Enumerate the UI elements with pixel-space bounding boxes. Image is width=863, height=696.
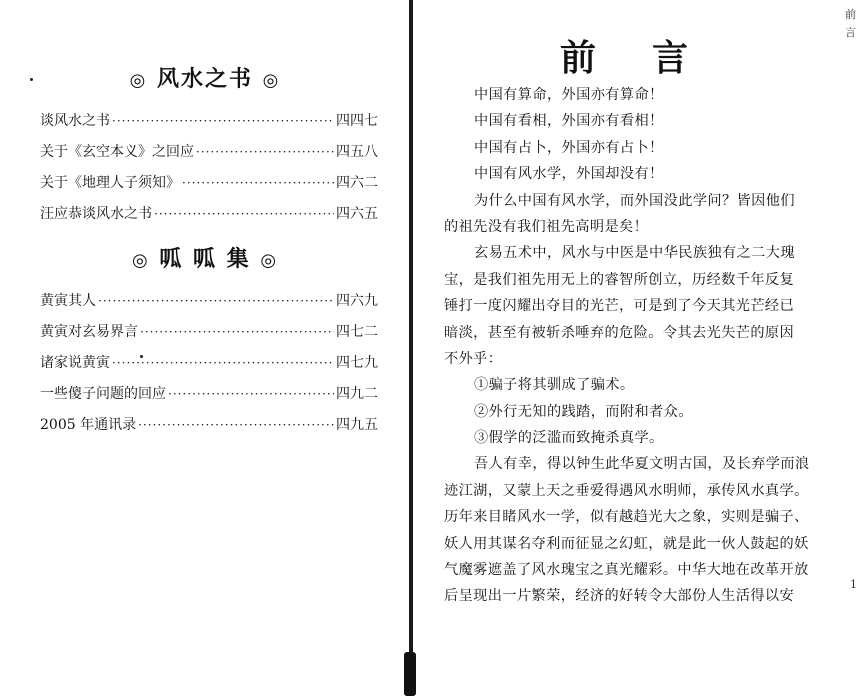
toc-entry-page: 四六五 (336, 206, 378, 222)
scan-speck (140, 355, 143, 358)
ornament-icon: ◎ (129, 70, 148, 91)
ornament-icon: ◎ (260, 250, 279, 271)
edge-mark: 言 (845, 26, 856, 39)
text-line: 玄易五术中，风水与中医是中华民族独有之二大瑰 (474, 245, 795, 262)
toc-entry-page: 四六九 (336, 293, 378, 309)
toc-entry-title: 一些傻子问题的回应 (40, 386, 166, 402)
text-line: ②外行无知的践踏，而附和者众。 (474, 403, 693, 420)
right-page (418, 0, 838, 696)
toc-row[interactable] (40, 352, 378, 383)
toc-row[interactable] (40, 383, 378, 414)
book-spine (409, 0, 413, 696)
dot-leader (140, 325, 334, 339)
text-line: 中国有占卜，外国亦有占卜！ (474, 139, 664, 156)
page-title: 前言 (560, 37, 745, 79)
section-title: 风水之书 (156, 66, 253, 92)
toc-entry-page: 四六二 (336, 175, 378, 191)
text-line: 迹江湖，又蒙上天之垂爱得遇风水明师，承传风水真学。 (444, 482, 809, 499)
toc-entry-page: 四九五 (336, 417, 378, 433)
dot-leader (112, 356, 334, 370)
text-line: 妖人用其谋名夺利而征显之幻虹，就是此一伙人鼓起的妖 (444, 535, 809, 552)
toc-entry-page: 四五八 (336, 144, 378, 160)
text-line: 历年来目睹风水一学，似有越趋光大之象，实则是骗子、 (444, 509, 809, 526)
dot-leader (154, 207, 334, 221)
dot-leader (138, 418, 334, 432)
edge-mark: 前 (845, 8, 856, 21)
text-line: 吾人有幸，得以钟生此华夏文明古国，及长弃学而浪 (474, 456, 810, 473)
toc-row[interactable] (40, 203, 378, 234)
toc-entry-title: 诸家说黄寅 (40, 355, 110, 371)
toc-entry-page: 四七九 (336, 355, 378, 371)
section-heading-fengshui (0, 62, 410, 93)
toc-row[interactable] (40, 172, 378, 203)
toc-entry-title: 2005 年通讯录 (40, 417, 137, 433)
text-line: ①骗子将其驯成了骗术。 (474, 377, 635, 394)
toc-entry-page: 四九二 (336, 386, 378, 402)
dot-leader (98, 294, 334, 308)
dot-leader (196, 145, 334, 159)
text-line: 中国有风水学，外国却没有！ (474, 166, 664, 183)
toc-row[interactable] (40, 414, 378, 445)
dot-leader (112, 114, 334, 128)
text-line: 锤打一度闪耀出夺目的光芒，可是到了今天其光芒经已 (444, 298, 795, 315)
ornament-icon: ◎ (262, 70, 281, 91)
text-line: 后呈现出一片繁荣，经济的好转令大部份人生活得以安 (444, 588, 795, 605)
toc-entry-title: 关于《地理人子须知》 (40, 175, 180, 191)
scan-speck (30, 78, 33, 81)
text-line: 宝，是我们祖先用无上的睿智所创立，历经数千年反复 (444, 271, 795, 288)
toc-entry-title: 汪应恭谈风水之书 (40, 206, 152, 222)
left-page (0, 0, 410, 696)
toc-list-fengshui (40, 110, 378, 234)
text-line: 气魔雾遮盖了风水瑰宝之真光耀彩。中华大地在改革开放 (444, 562, 809, 579)
toc-row[interactable] (40, 110, 378, 141)
toc-entry-title: 关于《玄空本义》之回应 (40, 144, 194, 160)
toc-entry-title: 黄寅对玄易界言 (40, 324, 138, 340)
toc-list-guagua (40, 290, 378, 445)
text-line: 中国有看相，外国亦有看相！ (474, 113, 664, 130)
book-spine-shadow (404, 652, 416, 696)
toc-entry-page: 四七二 (336, 324, 378, 340)
text-line: ③假学的泛滥而致掩杀真学。 (474, 430, 664, 447)
text-line: 为什么中国有风水学，而外国没此学问？皆因他们 (474, 192, 795, 209)
text-line: 中国有算命，外国亦有算命！ (474, 87, 664, 103)
text-line: 暗淡，甚至有被斩杀唾弃的危险。令其去光失芒的原因 (444, 324, 795, 341)
toc-entry-title: 谈风水之书 (40, 113, 110, 129)
toc-row[interactable] (40, 290, 378, 321)
toc-entry-page: 四四七 (336, 113, 378, 129)
toc-entry-title: 黄寅其人 (40, 293, 96, 309)
dot-leader (168, 387, 334, 401)
toc-row[interactable] (40, 141, 378, 172)
section-title: 呱 呱 集 (159, 246, 251, 272)
toc-row[interactable] (40, 321, 378, 352)
preface-body (444, 82, 834, 610)
text-line: 的祖先没有我们祖先高明是矣！ (444, 218, 649, 235)
edge-mark: 1 (850, 578, 857, 591)
ornament-icon: ◎ (131, 250, 150, 271)
dot-leader (182, 176, 334, 190)
section-heading-guagua (0, 242, 410, 273)
text-line: 不外乎： (444, 350, 503, 367)
